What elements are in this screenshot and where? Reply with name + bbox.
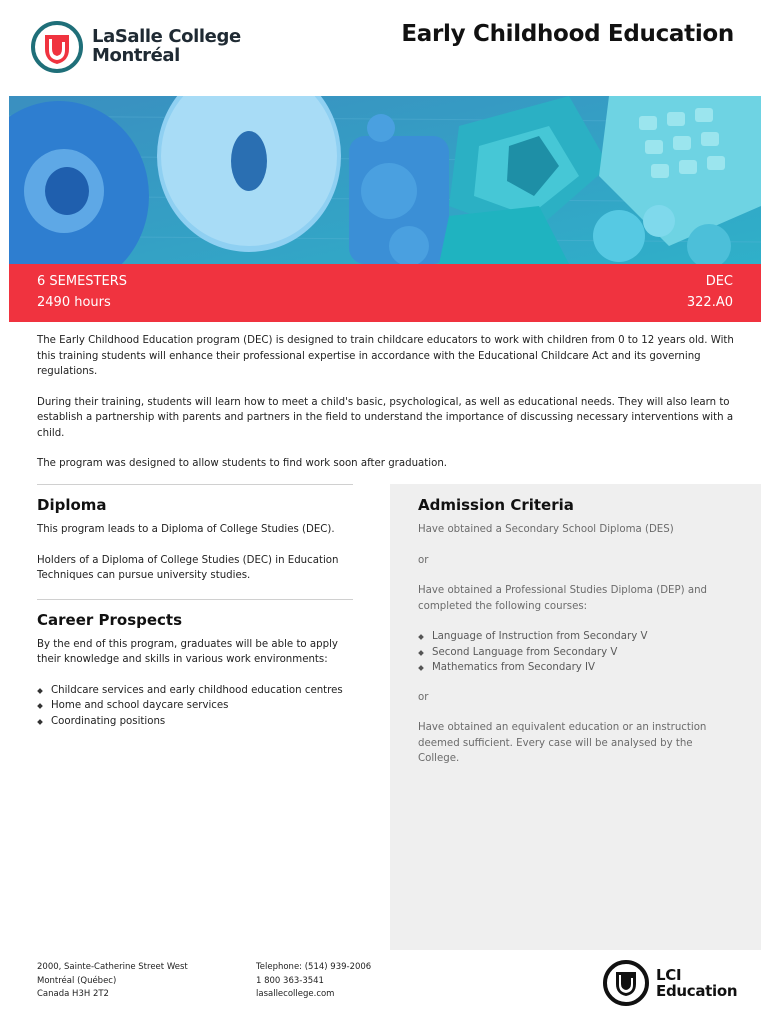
diploma-type-label: DEC bbox=[705, 274, 733, 289]
or-separator: or bbox=[418, 691, 429, 703]
program-info-bar bbox=[9, 264, 761, 322]
footer-address bbox=[37, 961, 188, 1002]
semesters-label: 6 SEMESTERS bbox=[37, 274, 127, 289]
career-intro: By the end of this program, graduates will be able to apply their knowledge and skills in various work environments: bbox=[37, 638, 338, 665]
list-item: Home and school daycare services bbox=[37, 698, 353, 714]
list-item: Mathematics from Secondary IV bbox=[418, 660, 736, 676]
lci-line2: Education bbox=[656, 982, 738, 1000]
address-line: 2000, Sainte-Catherine Street West bbox=[37, 962, 188, 972]
lci-line1: LCI bbox=[656, 966, 682, 984]
diploma-text: Holders of a Diploma of College Studies (DEC) in Education Techniques can pursue university studies. bbox=[37, 554, 339, 581]
list-item: Language of Instruction from Secondary V bbox=[418, 629, 736, 645]
logo-wordmark bbox=[92, 27, 241, 65]
page-header bbox=[0, 0, 768, 96]
course-list bbox=[418, 629, 736, 676]
admission-panel bbox=[390, 484, 761, 950]
footer-contact bbox=[256, 961, 371, 1002]
list-item: Second Language from Secondary V bbox=[418, 645, 736, 661]
intro-paragraph: The program was designed to allow students to find work soon after graduation. bbox=[37, 458, 448, 469]
program-code-label: 322.A0 bbox=[686, 295, 733, 310]
intro-paragraph: During their training, students will learn how to meet a child's basic, psychological, as well as educational needs. They will also learn to establish a partnership with parents and partners in the field to understand the importance of discussing necessary interventions with a child. bbox=[37, 396, 734, 439]
website-link[interactable]: lasallecollege.com bbox=[256, 989, 335, 999]
or-separator: or bbox=[418, 554, 429, 566]
lci-wordmark bbox=[656, 967, 737, 999]
section-divider bbox=[37, 599, 353, 600]
admission-criterion: Have obtained a Secondary School Diploma (DES) bbox=[418, 524, 674, 535]
admission-criterion: Have obtained an equivalent education or an instruction deemed sufficient. Every case will be analysed by the College. bbox=[418, 722, 707, 764]
hours-label: 2490 hours bbox=[37, 295, 111, 310]
diploma-heading: Diploma bbox=[37, 496, 107, 514]
lci-logo-icon bbox=[602, 958, 652, 1008]
list-item: Childcare services and early childhood education centres bbox=[37, 683, 353, 699]
page-title: Early Childhood Education bbox=[401, 21, 734, 47]
address-line: Montréal (Québec) bbox=[37, 975, 117, 986]
section-divider bbox=[37, 484, 353, 485]
admission-criterion: Have obtained a Professional Studies Diploma (DEP) and completed the following courses: bbox=[418, 585, 707, 612]
tollfree-number[interactable]: 1 800 363-3541 bbox=[256, 975, 324, 986]
admission-heading: Admission Criteria bbox=[418, 496, 574, 514]
career-heading: Career Prospects bbox=[37, 610, 183, 629]
logo-line1: LaSalle College bbox=[92, 26, 241, 47]
lasalle-logo[interactable] bbox=[30, 18, 270, 78]
lci-logo[interactable] bbox=[602, 958, 742, 1010]
career-list bbox=[37, 683, 353, 730]
program-intro bbox=[37, 333, 735, 487]
logo-line2: Montréal bbox=[92, 45, 180, 66]
lasalle-logo-icon bbox=[30, 18, 84, 76]
diploma-text: This program leads to a Diploma of College Studies (DEC). bbox=[37, 524, 335, 535]
address-line: Canada H3H 2T2 bbox=[37, 989, 109, 999]
left-column bbox=[37, 484, 353, 729]
intro-paragraph: The Early Childhood Education program (DEC) is designed to train childcare educators to work with children from 0 to 12 years old. With this training students will enhance their professional expertise in accordance with the Educational Childcare Act and its governing regulations. bbox=[37, 335, 734, 377]
banner-image bbox=[9, 96, 761, 264]
phone-number[interactable]: Telephone: (514) 939-2006 bbox=[256, 962, 372, 972]
list-item: Coordinating positions bbox=[37, 714, 353, 730]
